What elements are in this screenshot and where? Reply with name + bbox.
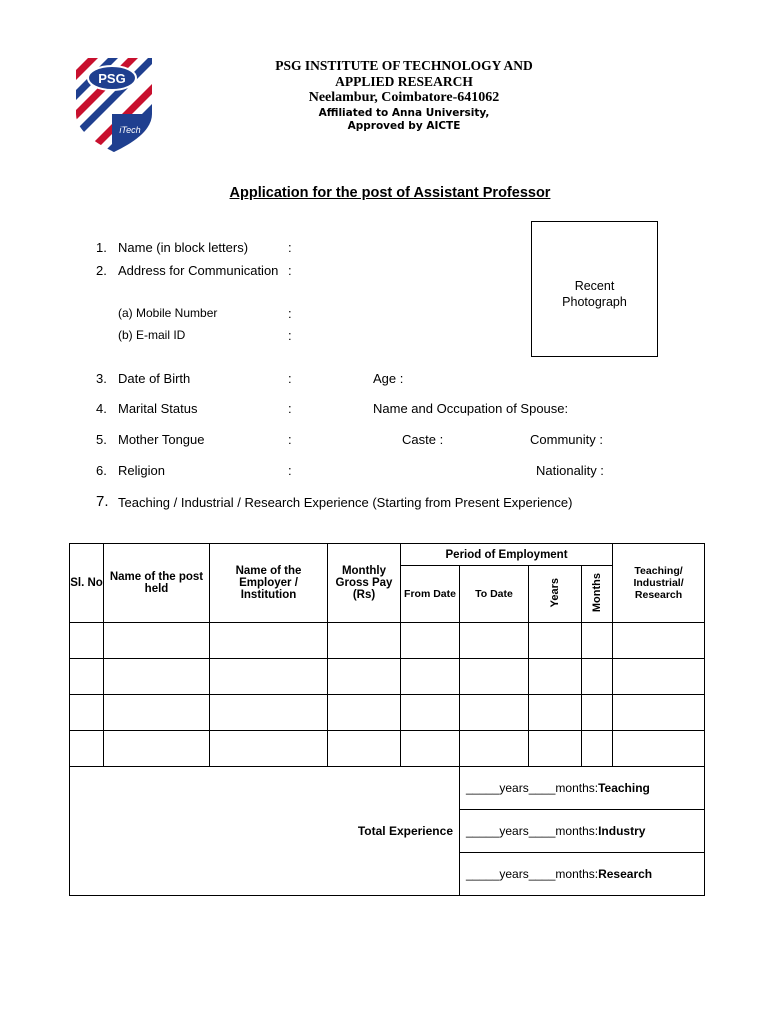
field-dob-colon: : [288, 371, 292, 386]
total-research-blank: _____years____months: [466, 867, 599, 881]
cell[interactable] [529, 623, 582, 659]
institute-address: Neelambur, Coimbatore-641062 [308, 90, 500, 105]
header-years: Years [549, 577, 561, 608]
total-research-label: Research [598, 867, 653, 881]
cell[interactable] [104, 731, 210, 767]
header-to-date: To Date [460, 566, 529, 623]
cell[interactable] [328, 623, 401, 659]
cell[interactable] [104, 623, 210, 659]
cell[interactable] [529, 731, 582, 767]
field-marital-colon: : [288, 401, 292, 416]
field-religion-label: Religion [118, 463, 165, 478]
header-period: Period of Employment [401, 544, 613, 566]
cell[interactable] [529, 695, 582, 731]
institute-approval: Approved by AICTE [347, 120, 461, 132]
field-7-number: 7. [96, 493, 109, 510]
field-community-label: Community : [530, 432, 603, 447]
cell[interactable] [613, 731, 705, 767]
cell[interactable] [210, 623, 328, 659]
field-2-number: 2. [96, 263, 107, 278]
header-years-cell [529, 566, 582, 623]
cell[interactable] [328, 659, 401, 695]
cell[interactable] [70, 659, 104, 695]
total-teaching-cell[interactable] [460, 767, 705, 810]
cell[interactable] [70, 731, 104, 767]
cell[interactable] [70, 695, 104, 731]
header-type: Teaching/ Industrial/ Research [613, 544, 705, 623]
field-6-number: 6. [96, 463, 107, 478]
field-experience-label: Teaching / Industrial / Research Experience (Starting from Present Experience) [118, 495, 573, 510]
header-employer: Name of the Employer / Institution [210, 544, 328, 623]
field-caste-label: Caste : [402, 432, 444, 447]
cell[interactable] [70, 623, 104, 659]
institute-affiliation: Affiliated to Anna University, [318, 107, 490, 119]
cell[interactable] [582, 659, 613, 695]
header-months-cell [582, 566, 613, 623]
field-1-number: 1. [96, 240, 107, 255]
total-experience-label: Total Experience [70, 767, 460, 896]
table-row[interactable] [70, 695, 705, 731]
cell[interactable] [582, 731, 613, 767]
cell[interactable] [401, 695, 460, 731]
institute-name-line2: APPLIED RESEARCH [335, 74, 473, 89]
form-title: Application for the post of Assistant Professor [229, 185, 551, 201]
field-age-label: Age : [373, 371, 404, 386]
field-address-label: Address for Communication [118, 263, 279, 278]
header-slno: Sl. No [70, 544, 104, 623]
header-from-date: From Date [401, 566, 460, 623]
table-row[interactable] [70, 623, 705, 659]
header-pay: Monthly Gross Pay (Rs) [328, 544, 401, 623]
field-dob-label: Date of Birth [118, 371, 191, 386]
cell[interactable] [328, 695, 401, 731]
field-email-colon: : [288, 328, 292, 343]
table-row[interactable] [70, 659, 705, 695]
total-teaching-blank: _____years____months: [466, 781, 599, 795]
total-industry-blank: _____years____months: [466, 824, 599, 838]
institute-logo [72, 54, 156, 154]
cell[interactable] [460, 623, 529, 659]
institute-name-line1: PSG INSTITUTE OF TECHNOLOGY AND [275, 58, 533, 73]
cell[interactable] [460, 695, 529, 731]
table-row[interactable] [70, 731, 705, 767]
cell[interactable] [613, 659, 705, 695]
field-5-number: 5. [96, 432, 107, 447]
cell[interactable] [104, 695, 210, 731]
total-industry-cell[interactable] [460, 810, 705, 853]
header-months: Months [591, 572, 604, 613]
cell[interactable] [401, 731, 460, 767]
cell[interactable] [613, 695, 705, 731]
cell[interactable] [210, 695, 328, 731]
photo-label-line2: Photograph [562, 295, 627, 309]
field-nationality-label: Nationality : [536, 463, 604, 478]
cell[interactable] [104, 659, 210, 695]
field-mother-tongue-colon: : [288, 432, 292, 447]
total-research-cell[interactable] [460, 853, 705, 896]
field-name-label: Name (in block letters) [118, 240, 249, 255]
cell[interactable] [401, 659, 460, 695]
field-email-label: (b) E-mail ID [118, 328, 186, 342]
field-spouse-label: Name and Occupation of Spouse: [373, 401, 569, 416]
cell[interactable] [460, 731, 529, 767]
field-3-number: 3. [96, 371, 107, 386]
svg-text:iTech: iTech [119, 125, 141, 135]
header-post: Name of the post held [104, 544, 210, 623]
field-address-colon: : [288, 263, 292, 278]
cell[interactable] [613, 623, 705, 659]
field-religion-colon: : [288, 463, 292, 478]
field-mobile-label: (a) Mobile Number [118, 306, 218, 320]
cell[interactable] [582, 623, 613, 659]
field-name-colon: : [288, 240, 292, 255]
cell[interactable] [460, 659, 529, 695]
cell[interactable] [529, 659, 582, 695]
cell[interactable] [401, 623, 460, 659]
field-4-number: 4. [96, 401, 107, 416]
cell[interactable] [210, 731, 328, 767]
cell[interactable] [582, 695, 613, 731]
field-marital-label: Marital Status [118, 401, 198, 416]
total-industry-label: Industry [598, 824, 646, 838]
cell[interactable] [328, 731, 401, 767]
field-mother-tongue-label: Mother Tongue [118, 432, 205, 447]
field-mobile-colon: : [288, 306, 292, 321]
cell[interactable] [210, 659, 328, 695]
photo-box[interactable] [531, 221, 658, 357]
svg-text:PSG: PSG [98, 71, 126, 86]
total-teaching-label: Teaching [598, 781, 650, 795]
experience-table [69, 543, 705, 896]
photo-label-line1: Recent [574, 279, 615, 293]
